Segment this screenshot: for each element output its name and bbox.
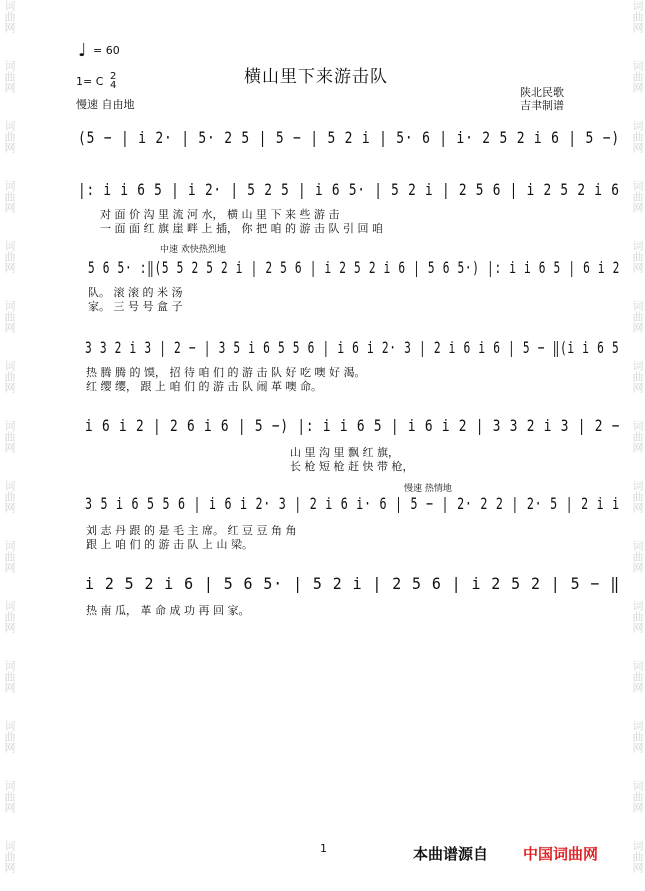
time-denominator: 4 [110, 80, 117, 91]
footer-site-name: 中国词曲网 [523, 845, 599, 863]
watermark-right-14: 词曲网 [631, 780, 644, 813]
time-signature [110, 72, 116, 90]
score-row-1: (5 − | i 2· | 5· 2 5 | 5 − | 5 2 i | 5· 6 | i· 2 5 2 i 6 | 5 −) [78, 128, 620, 147]
lyrics-row-2-verse-2: 一 面 面 红 旗 崖 畔 上 插， 你 把 咱 的 游 击 队 引 回 咱 [100, 222, 383, 235]
watermark-right-1: 词曲网 [631, 0, 644, 33]
quarter-note-icon: ♩ [78, 40, 87, 61]
watermark-left-13: 词曲网 [3, 720, 16, 753]
watermark-left-15: 词曲网 [3, 840, 16, 873]
watermark-left-14: 词曲网 [3, 780, 16, 813]
score-row-7: i 2 5 2 i 6 | 5 6 5· | 5 2 i | 2 5 6 | i 2 5 2 | 5 − ‖ [85, 574, 621, 593]
lyrics-row-4-verse-2: 红 缨 缨， 跟 上 咱 们 的 游 击 队 闹 革 噢 命。 [86, 380, 322, 393]
lyrics-row-2-verse-1: 对 面 价 沟 里 流 河 水， 横 山 里 下 来 些 游 击 [100, 208, 340, 221]
watermark-left-10: 词曲网 [3, 540, 16, 573]
metronome-mark: = 60 [93, 44, 120, 57]
lyrics-row-5-verse-2: 长 枪 短 枪 赶 快 带 枪， [290, 460, 414, 473]
lyrics-row-3-verse-2: 家。 三 号 号 盒 子 [88, 300, 183, 313]
watermark-right-5: 词曲网 [631, 240, 644, 273]
watermark-left-4: 词曲网 [3, 180, 16, 213]
watermark-left-3: 词曲网 [3, 120, 16, 153]
watermark-right-11: 词曲网 [631, 600, 644, 633]
watermark-right-3: 词曲网 [631, 120, 644, 153]
score-row-2: |: i i 6 5 | i 2· | 5 2 5 | i 6 5· | 5 2 i | 2 5 6 | i 2 5 2 i 6 [78, 180, 620, 199]
watermark-right-2: 词曲网 [631, 60, 644, 93]
score-row-3: 5 6 5· :‖(5 5 2 5 2 i | 2 5 6 | i 2 5 2 i 6 | 5 6 5·) |: i i 6 5 | 6 i 2 [88, 258, 621, 277]
watermark-right-15: 词曲网 [631, 840, 644, 873]
tempo-marking: 慢速 自由地 [76, 98, 135, 111]
lyrics-row-6-verse-2: 跟 上 咱 们 的 游 击 队 上 山 梁。 [86, 538, 253, 551]
lyrics-row-6-verse-1: 刘 志 丹 跟 的 是 毛 主 席。 红 豆 豆 角 角 [86, 524, 297, 537]
key-signature: 1= C [76, 75, 104, 88]
score-row-5: i 6 i 2 | 2 6 i 6 | 5 −) |: i i 6 5 | i 6 i 2 | 3 3 2 i 3 | 2 − [85, 416, 621, 435]
watermark-left-2: 词曲网 [3, 60, 16, 93]
watermark-right-8: 词曲网 [631, 420, 644, 453]
tempo-change-1: 中速 欢快热烈地 [160, 245, 226, 255]
watermark-left-9: 词曲网 [3, 480, 16, 513]
source-credit: 陕北民歌 [520, 86, 564, 99]
score-row-6: 3 5 i 6 5 5 6 | i 6 i 2· 3 | 2 i 6 i· 6 | 5 − | 2· 2 2 | 2· 5 | 2 i i [85, 494, 620, 513]
time-numerator: 2 [110, 71, 117, 82]
tempo-change-2: 慢速 热情地 [404, 484, 452, 494]
arranger-credit: 吉聿制谱 [520, 99, 564, 112]
lyrics-row-7-verse-1: 热 南 瓜， 革 命 成 功 再 回 家。 [86, 604, 250, 617]
watermark-left-8: 词曲网 [3, 420, 16, 453]
lyrics-row-3-verse-1: 队。 滚 滚 的 米 汤 [88, 286, 183, 299]
watermark-left-11: 词曲网 [3, 600, 16, 633]
watermark-right-13: 词曲网 [631, 720, 644, 753]
lyrics-row-4-verse-1: 热 腾 腾 的 馍， 招 待 咱 们 的 游 击 队 好 吃 噢 好 渴。 [86, 366, 366, 379]
watermark-left-1: 词曲网 [3, 0, 16, 33]
watermark-right-7: 词曲网 [631, 360, 644, 393]
watermark-left-12: 词曲网 [3, 660, 16, 693]
page-number: 1 [320, 842, 327, 855]
watermark-left-7: 词曲网 [3, 360, 16, 393]
page-title: 横山里下来游击队 [244, 67, 388, 87]
watermark-right-12: 词曲网 [631, 660, 644, 693]
watermark-left-5: 词曲网 [3, 240, 16, 273]
footer-source-label: 本曲谱源自 [413, 845, 489, 863]
lyrics-row-5-verse-1: 山 里 沟 里 飘 红 旗， [290, 446, 399, 459]
watermark-right-6: 词曲网 [631, 300, 644, 333]
watermark-right-4: 词曲网 [631, 180, 644, 213]
watermark-left-6: 词曲网 [3, 300, 16, 333]
watermark-right-9: 词曲网 [631, 480, 644, 513]
watermark-right-10: 词曲网 [631, 540, 644, 573]
score-row-4: 3 3 2 i 3 | 2 − | 3 5 i 6 5 5 6 | i 6 i 2· 3 | 2 i 6 i 6 | 5 − ‖(i i 6 5 [85, 338, 620, 357]
